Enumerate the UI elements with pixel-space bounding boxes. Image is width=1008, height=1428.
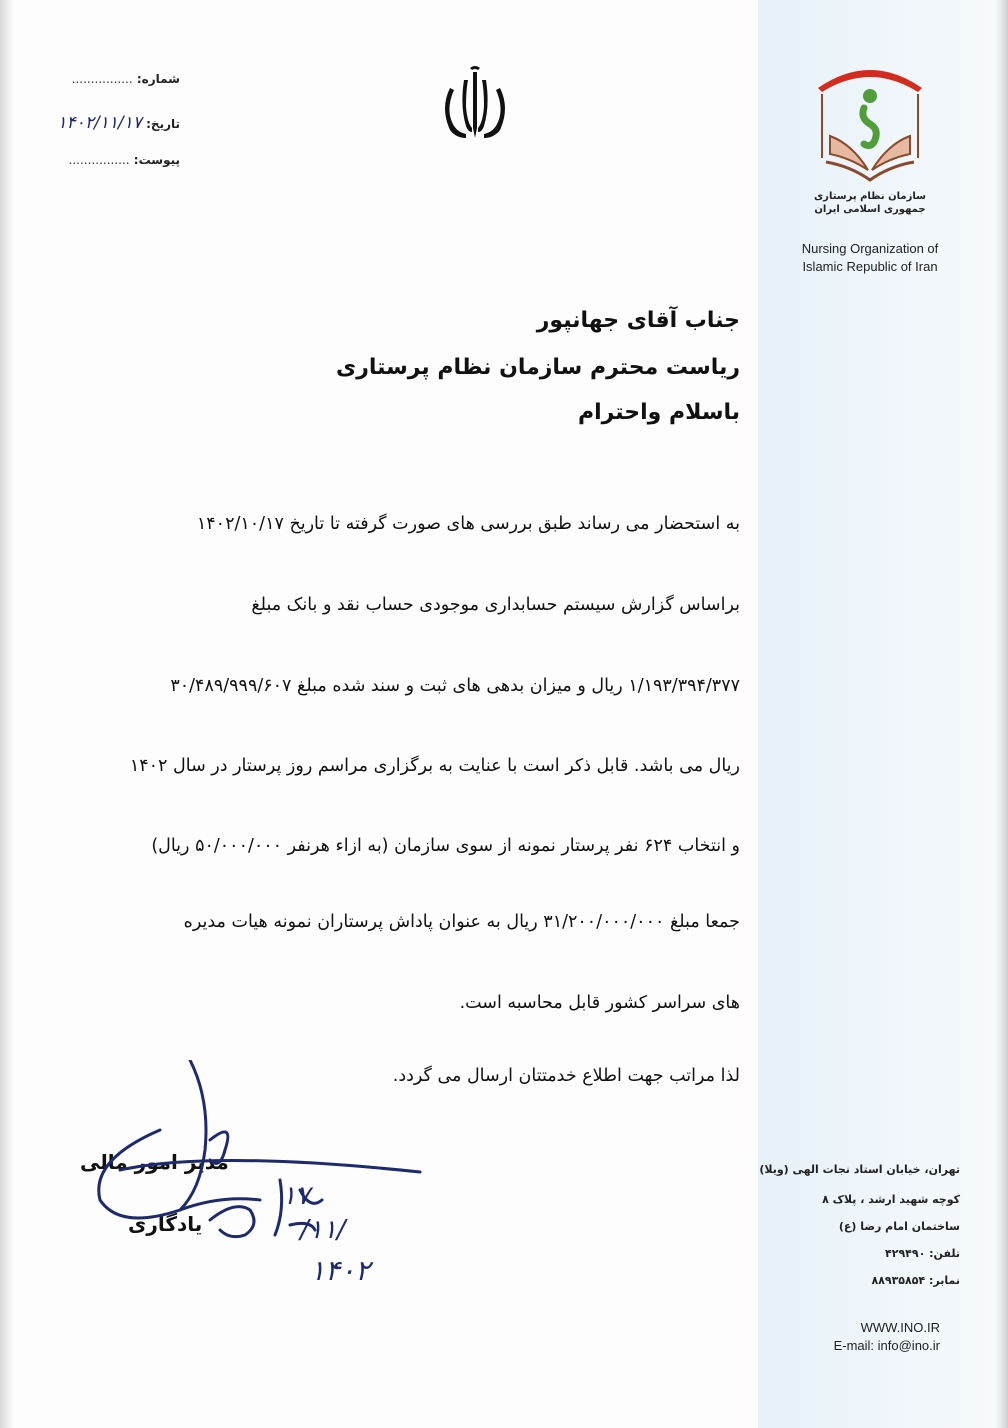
logo-persian-text bbox=[790, 190, 950, 216]
body-line: ریال می باشد. قابل ذکر است با عنایت به برگزاری مراسم روز پرستار در سال ۱۴۰۲ bbox=[129, 756, 740, 776]
letter-attachment-value: ................ bbox=[68, 153, 130, 167]
body-line: ۱/۱۹۳/۳۹۴/۳۷۷ ریال و میزان بدهی های ثبت و سند شده مبلغ ۳۰/۴۸۹/۹۹۹/۶۰۷ bbox=[170, 676, 740, 696]
handwritten-signature-icon bbox=[60, 1060, 460, 1360]
iran-emblem-icon bbox=[430, 66, 520, 146]
letter-number-label: شماره: bbox=[136, 72, 180, 86]
letter-attachment-label: پیوست: bbox=[133, 153, 180, 167]
logo-fa-line1: سازمان نظام پرستاری bbox=[814, 191, 926, 202]
addressee: جناب آقای جهانپور bbox=[536, 308, 740, 333]
svg-text:۱۴۰۲: ۱۴۰۲ bbox=[310, 1254, 371, 1287]
letter-date-label: تاریخ: bbox=[146, 117, 180, 131]
svg-text:۱۷: ۱۷ bbox=[282, 1181, 310, 1211]
letter-number-value: ................ bbox=[71, 72, 133, 86]
letter-attachment-row bbox=[30, 153, 180, 167]
body-line: لذا مراتب جهت اطلاع خدمتتان ارسال می گردد. bbox=[392, 1066, 740, 1086]
body-line: به استحضار می رساند طبق بررسی های صورت گرفته تا تاریخ ۱۴۰۲/۱۰/۱۷ bbox=[196, 514, 740, 534]
phone-line: تلفن: ۴۲۹۴۹۰ bbox=[885, 1247, 960, 1260]
addressee-title: ریاست محترم سازمان نظام پرستاری bbox=[336, 355, 740, 380]
address-line: تهران، خیابان استاد نجات الهی (ویلا) bbox=[759, 1163, 960, 1176]
body-line: براساس گزارش سیستم حسابداری موجودی حساب نقد و بانک مبلغ bbox=[251, 595, 740, 615]
address-line: کوچه شهید ارشد ، پلاک ۸ bbox=[822, 1193, 960, 1206]
body-line: های سراسر کشور قابل محاسبه است. bbox=[459, 993, 740, 1013]
logo-en-line1: Nursing Organization of bbox=[801, 241, 939, 256]
signatory-title: مدیر امور مالی bbox=[80, 1150, 229, 1174]
signatory-name: یادگاری bbox=[128, 1212, 203, 1236]
address-line: ساختمان امام رضا (ع) bbox=[838, 1220, 960, 1233]
letter-number-row bbox=[30, 72, 180, 86]
fax-line: نمابر: ۸۸۹۳۵۸۵۴ bbox=[871, 1274, 960, 1287]
body-line: جمعا مبلغ ۳۱/۲۰۰/۰۰۰/۰۰۰ ریال به عنوان پاداش پرستاران نمونه هیات مدیره bbox=[183, 912, 740, 932]
nursing-organization-logo-icon bbox=[800, 58, 940, 198]
paper-shadow bbox=[0, 0, 14, 1428]
salutation: باسلام واحترام bbox=[577, 400, 740, 425]
svg-text:/۱۱/: /۱۱/ bbox=[300, 1215, 346, 1245]
letter-date-value: ۱۴۰۲/۱۱/۱۷ bbox=[57, 113, 142, 133]
body-line: و انتخاب ۶۲۴ نفر پرستار نمونه از سوی سازمان (به ازاء هرنفر ۵۰/۰۰۰/۰۰۰ ریال) bbox=[151, 836, 740, 856]
paper-edge-shadow bbox=[996, 0, 1008, 1428]
logo-english-text bbox=[770, 240, 970, 276]
letter-date-row bbox=[30, 113, 180, 133]
logo-fa-line2: جمهوری اسلامی ایران bbox=[814, 204, 926, 215]
website-link[interactable]: WWW.INO.IR bbox=[860, 1320, 940, 1335]
email-link[interactable]: E-mail: info@ino.ir bbox=[833, 1338, 940, 1353]
logo-en-line2: Islamic Republic of Iran bbox=[802, 259, 938, 274]
